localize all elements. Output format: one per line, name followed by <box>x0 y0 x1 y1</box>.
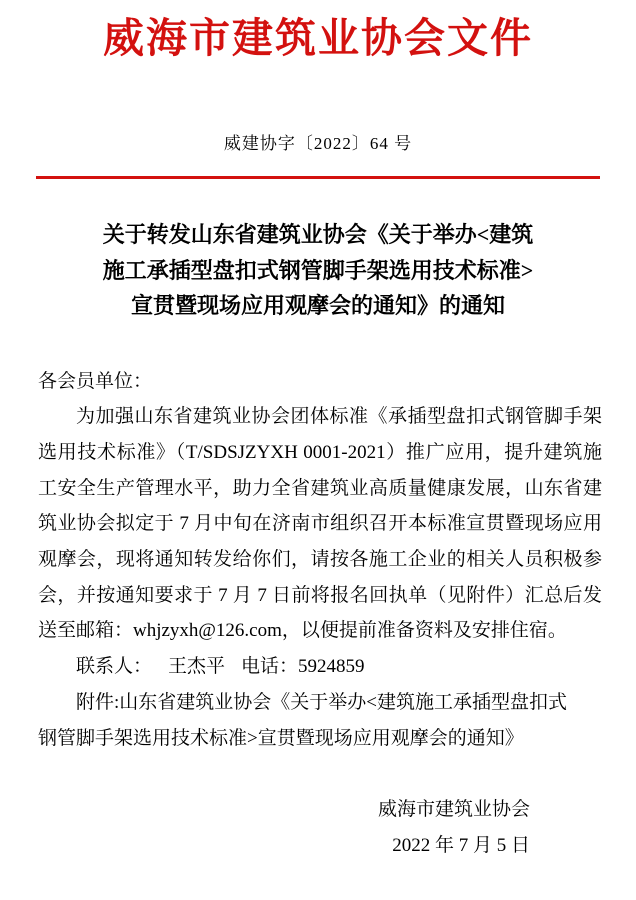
subject-line-2: 施工承插型盘扣式钢管脚手架选用技术标准> <box>102 257 534 283</box>
attachment-label: 附件: <box>76 691 120 713</box>
body-paragraph: 为加强山东省建筑业协会团体标准《承插型盘扣式钢管脚手架选用技术标准》（T/SDSJZYXH 0001-2021）推广应用，提升建筑施工安全生产管理水平，助力全省建筑业高质量健康发展，山东省建筑业协会拟定于 7 月中旬在济南市组织召开本标准宣贯暨现场应用观摩会，现将通知转发给你们，请按各施工企业的相关人员积极参会，并按通知要求于 7 月 7 日前将报名回执单（见附件）汇总后发送至邮箱：whjzyxh@126.com，以便提前准备资料及安排住宿。 <box>38 406 602 642</box>
attachment-line-1: 山东省建筑业协会《关于举办<建筑施工承插型盘扣式 <box>119 691 567 713</box>
subject-line-1: 关于转发山东省建筑业协会《关于举办<建筑 <box>102 222 534 248</box>
subject-line-3: 宣贯暨现场应用观摩会的通知》的通知 <box>130 293 505 319</box>
document-title: 威海市建筑业协会文件 <box>103 15 533 61</box>
contact-name: 王杰平 <box>168 656 226 678</box>
red-divider-rule <box>36 176 600 179</box>
contact-phone-label: 电话： <box>241 656 299 678</box>
attachment-block <box>38 685 602 756</box>
contact-label: 联系人： <box>76 656 153 678</box>
salutation: 各会员单位： <box>38 371 153 393</box>
signature-date: 2022 年 7 月 5 日 <box>392 835 530 857</box>
contact-phone: 5924859 <box>298 656 365 678</box>
attachment-line-2: 钢管脚手架选用技术标准>宣贯暨现场应用观摩会的通知》 <box>38 727 524 749</box>
signature-organization: 威海市建筑业协会 <box>377 799 530 821</box>
document-number: 威建协字〔2022〕64 号 <box>223 134 413 154</box>
signature-block <box>34 792 602 864</box>
contact-line <box>38 649 602 685</box>
body-text <box>38 399 602 649</box>
document-subject <box>34 217 602 324</box>
